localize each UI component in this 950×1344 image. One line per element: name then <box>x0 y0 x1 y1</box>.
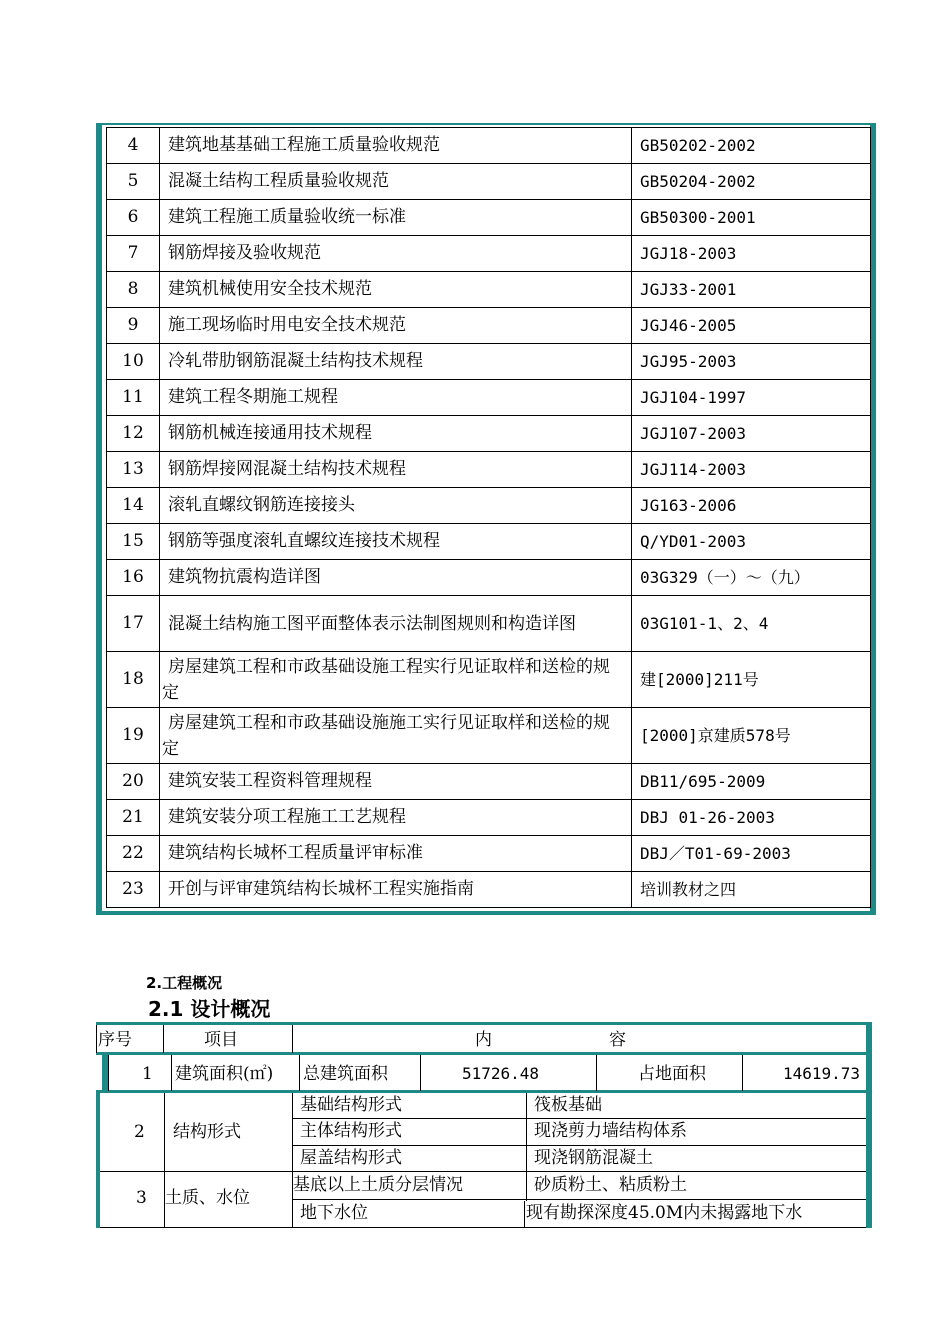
row3-item: 土质、水位 <box>165 1188 250 1208</box>
standard-code: GB50300-2001 <box>632 200 871 236</box>
standard-no: 10 <box>107 344 160 380</box>
table-row <box>107 652 871 708</box>
row3-sub1-value: 砂质粉土、粘质粉土 <box>534 1175 687 1195</box>
table-row <box>107 128 871 164</box>
standard-code: [2000]京建质578号 <box>632 708 871 764</box>
standard-name: 建筑安装分项工程施工工艺规程 <box>160 800 632 836</box>
table-row <box>107 344 871 380</box>
table-row <box>107 764 871 800</box>
table-row <box>107 380 871 416</box>
standard-code: JGJ104-1997 <box>632 380 871 416</box>
table-row <box>107 708 871 764</box>
standard-name: 房屋建筑工程和市政基础设施施工实行见证取样和送检的规定 <box>160 708 632 764</box>
row2-sub2-label: 主体结构形式 <box>300 1121 402 1141</box>
standard-name: 钢筋焊接及验收规范 <box>160 236 632 272</box>
header-content-1: 内 <box>475 1030 492 1050</box>
row2-sub1-value: 筏板基础 <box>534 1095 602 1115</box>
table-row <box>107 872 871 908</box>
standard-no: 15 <box>107 524 160 560</box>
header-seq: 序号 <box>98 1030 132 1050</box>
row3-no: 3 <box>136 1188 147 1208</box>
table-row <box>107 416 871 452</box>
row2-item: 结构形式 <box>173 1122 241 1142</box>
standard-code: GB50202-2002 <box>632 128 871 164</box>
standard-no: 5 <box>107 164 160 200</box>
table-row <box>107 164 871 200</box>
standard-code: 培训教材之四 <box>632 872 871 908</box>
row1-label-total-area: 总建筑面积 <box>303 1064 388 1084</box>
row2-sub1-label: 基础结构形式 <box>300 1095 402 1115</box>
standard-name: 开创与评审建筑结构长城杯工程实施指南 <box>160 872 632 908</box>
standard-code: 03G329（一）～（九） <box>632 560 871 596</box>
row2-sub2-value: 现浇剪力墙结构体系 <box>534 1121 687 1141</box>
standard-no: 9 <box>107 308 160 344</box>
row2-sub3-value: 现浇钢筋混凝土 <box>534 1148 653 1168</box>
standard-code: DB11/695-2009 <box>632 764 871 800</box>
table-row <box>107 596 871 652</box>
standard-code: JGJ114-2003 <box>632 452 871 488</box>
standard-no: 13 <box>107 452 160 488</box>
standard-no: 16 <box>107 560 160 596</box>
standard-no: 22 <box>107 836 160 872</box>
standard-name: 建筑结构长城杯工程质量评审标准 <box>160 836 632 872</box>
standard-name: 混凝土结构施工图平面整体表示法制图规则和构造详图 <box>160 596 632 652</box>
section-title: 2.工程概况 <box>146 974 223 992</box>
table-row <box>107 236 871 272</box>
row1-label-land-area: 占地面积 <box>638 1064 706 1084</box>
standard-name: 滚轧直螺纹钢筋连接接头 <box>160 488 632 524</box>
standard-name: 钢筋机械连接通用技术规程 <box>160 416 632 452</box>
standard-code: DBJ 01-26-2003 <box>632 800 871 836</box>
table-row <box>107 200 871 236</box>
standard-name: 钢筋焊接网混凝土结构技术规程 <box>160 452 632 488</box>
frame-top <box>96 1022 872 1025</box>
standard-no: 11 <box>107 380 160 416</box>
design-overview-table <box>96 1022 872 1228</box>
standard-code: JGJ95-2003 <box>632 344 871 380</box>
header-content-2: 容 <box>609 1030 626 1050</box>
standard-no: 6 <box>107 200 160 236</box>
row3-sub1-label: 基底以上土质分层情况 <box>293 1175 463 1195</box>
standards-table-frame <box>96 123 876 915</box>
table-row <box>107 308 871 344</box>
subsection-title: 2.1 设计概况 <box>148 997 271 1021</box>
table-row <box>107 272 871 308</box>
standard-code: 03G101-1、2、4 <box>632 596 871 652</box>
standard-code: JGJ33-2001 <box>632 272 871 308</box>
standard-code: GB50204-2002 <box>632 164 871 200</box>
standards-table <box>106 127 871 908</box>
standard-code: DBJ／T01-69-2003 <box>632 836 871 872</box>
standard-code: 建[2000]211号 <box>632 652 871 708</box>
row1-item: 建筑面积(㎡) <box>175 1064 274 1084</box>
table-row <box>107 488 871 524</box>
frame-left-lower <box>96 1090 100 1228</box>
standard-name: 建筑安装工程资料管理规程 <box>160 764 632 800</box>
standard-name: 建筑地基基础工程施工质量验收规范 <box>160 128 632 164</box>
standard-no: 8 <box>107 272 160 308</box>
standard-no: 14 <box>107 488 160 524</box>
row2-no: 2 <box>134 1122 145 1142</box>
standard-no: 17 <box>107 596 160 652</box>
standard-no: 7 <box>107 236 160 272</box>
row3-sub2-label: 地下水位 <box>300 1203 368 1223</box>
row1-value-total-area: 51726.48 <box>462 1064 540 1083</box>
row1-no: 1 <box>142 1064 153 1084</box>
table-row <box>107 452 871 488</box>
standard-no: 12 <box>107 416 160 452</box>
standard-code: JGJ107-2003 <box>632 416 871 452</box>
table-row <box>107 524 871 560</box>
standard-name: 钢筋等强度滚轧直螺纹连接技术规程 <box>160 524 632 560</box>
standard-name: 房屋建筑工程和市政基础设施工程实行见证取样和送检的规定 <box>160 652 632 708</box>
standard-name: 施工现场临时用电安全技术规范 <box>160 308 632 344</box>
standard-code: JGJ46-2005 <box>632 308 871 344</box>
standard-no: 21 <box>107 800 160 836</box>
row3-sub2-value: 现有勘探深度45.0M内未揭露地下水 <box>526 1203 803 1223</box>
standard-name: 建筑工程施工质量验收统一标准 <box>160 200 632 236</box>
table-row <box>107 560 871 596</box>
standard-name: 冷轧带肋钢筋混凝土结构技术规程 <box>160 344 632 380</box>
standard-name: 建筑物抗震构造详图 <box>160 560 632 596</box>
standard-no: 19 <box>107 708 160 764</box>
frame-row1-bottom <box>96 1090 872 1093</box>
standard-code: Q/YD01-2003 <box>632 524 871 560</box>
table-row <box>107 836 871 872</box>
standard-name: 建筑机械使用安全技术规范 <box>160 272 632 308</box>
table-row <box>107 800 871 836</box>
frame-header-bottom <box>96 1052 872 1055</box>
standard-code: JG163-2006 <box>632 488 871 524</box>
standard-name: 建筑工程冬期施工规程 <box>160 380 632 416</box>
standard-no: 23 <box>107 872 160 908</box>
standard-no: 20 <box>107 764 160 800</box>
standard-no: 18 <box>107 652 160 708</box>
row1-value-land-area: 14619.73 <box>783 1064 861 1083</box>
standard-no: 4 <box>107 128 160 164</box>
row2-sub3-label: 屋盖结构形式 <box>300 1148 402 1168</box>
standard-name: 混凝土结构工程质量验收规范 <box>160 164 632 200</box>
header-item: 项目 <box>204 1030 238 1050</box>
standard-code: JGJ18-2003 <box>632 236 871 272</box>
